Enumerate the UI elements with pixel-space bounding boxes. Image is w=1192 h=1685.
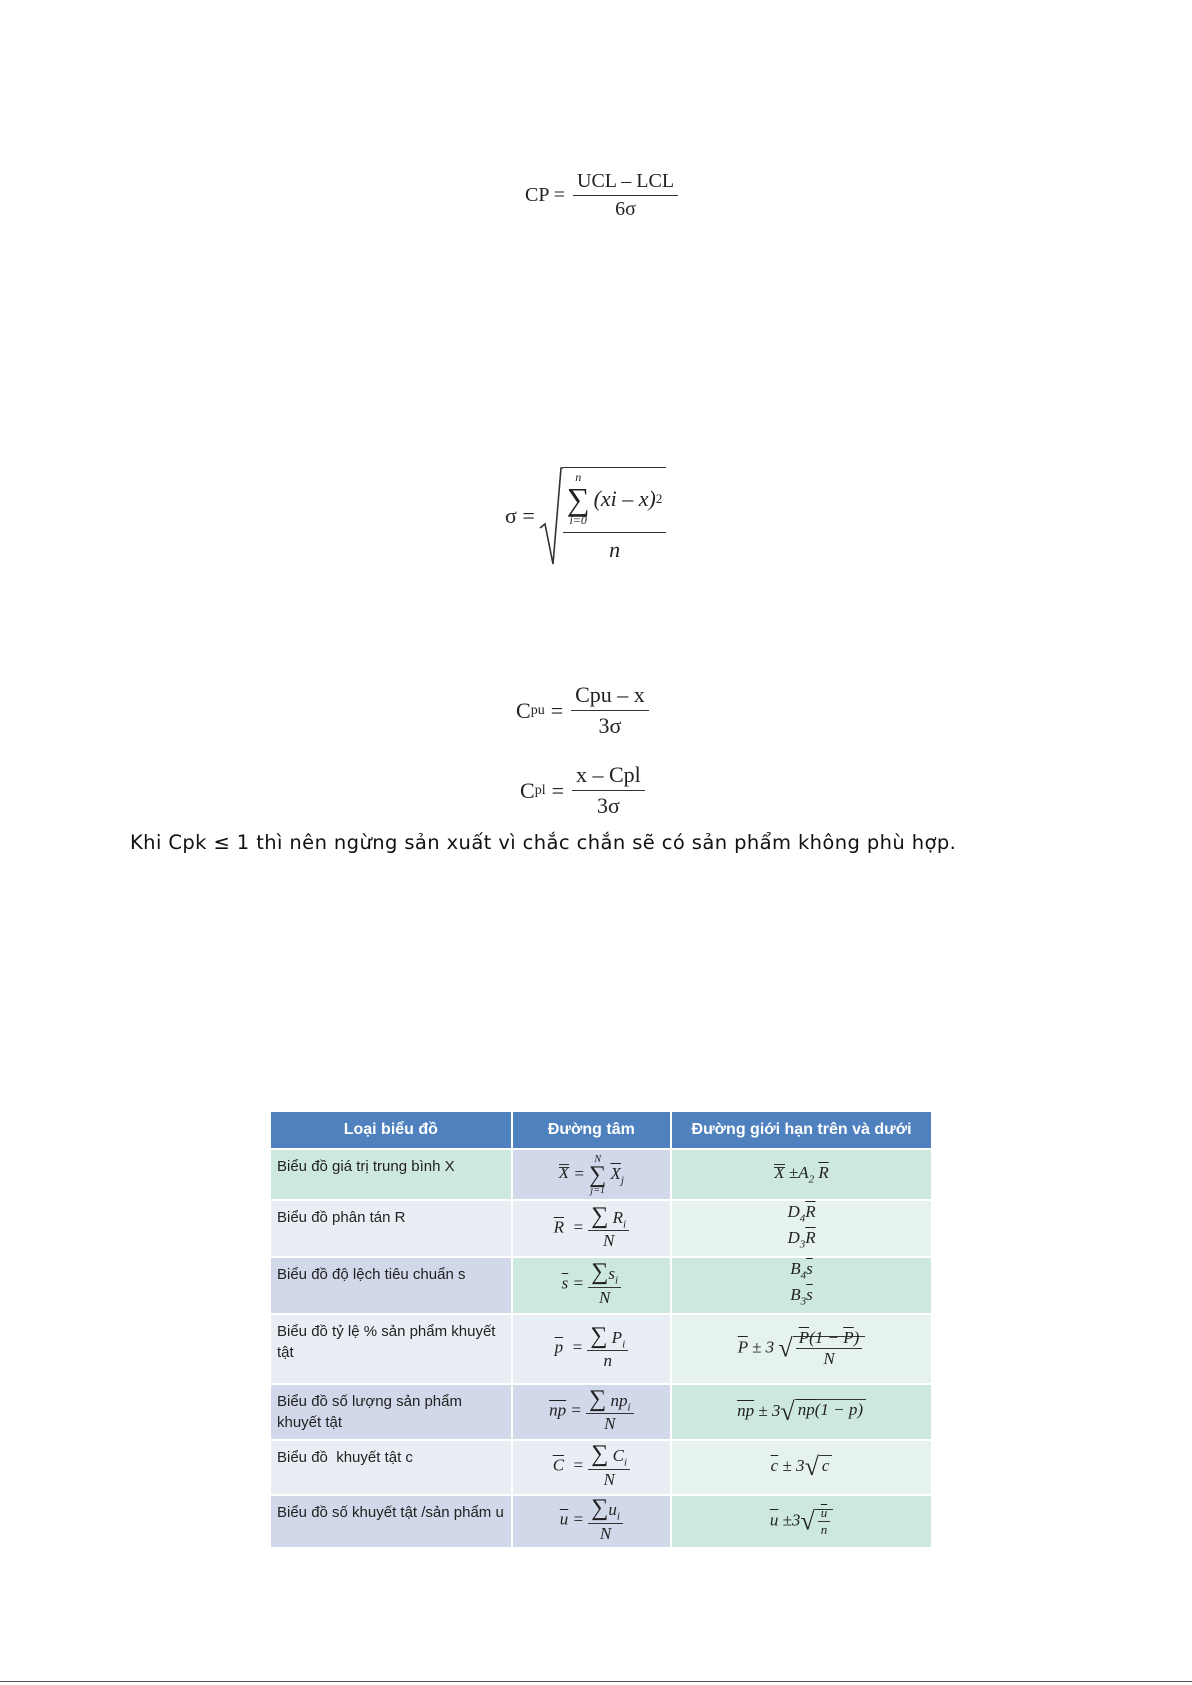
table-row (271, 1149, 931, 1200)
formula-cpu-eq: = (550, 697, 564, 723)
formula-cp-numerator: UCL – LCL (573, 170, 678, 196)
formula-sigma-body: (xi – x) (593, 486, 656, 511)
formula-cpu (516, 682, 649, 739)
row-limits-formula: $X \pm A_2$ $\overline{R}$ (671, 1149, 931, 1200)
formula-cp-denominator: 6σ (615, 198, 636, 220)
row-center-formula: $\overline{np}$ = ∑ $np_i$ N (512, 1384, 671, 1440)
row-center-formula: $\overline{R}$ = $\frac{\sum R_i}{N}$ (512, 1200, 671, 1257)
page-bottom-rule (0, 1681, 1192, 1682)
table-header-row (271, 1112, 931, 1149)
summation-icon: ∑ (566, 481, 590, 517)
row-limits-formula: $\overline{u} \pm 3√$ $\frac{u}{n}$ (671, 1495, 931, 1547)
row-center-formula: $\overline{C}$ = $\frac{\sum C_i}{N}$ (512, 1440, 671, 1495)
row-center-formula: $\overline{p}$ = $\frac{\sum P_i}{n}$ (512, 1314, 671, 1384)
formula-cpl-denominator: 3σ (596, 793, 620, 818)
formula-cpu-numerator: Cpu – x (571, 682, 649, 711)
row-center-formula: $\overline{u}$ = $\frac{\sum u_i}{N}$ (512, 1495, 671, 1547)
formula-cpl (520, 762, 645, 819)
sum-lower-limit: i=0 (569, 513, 587, 527)
row-label: Biểu đồ độ lệch tiêu chuẩn s (271, 1257, 512, 1314)
cpk-guidance-sentence: Khi Cpk ≤ 1 thì nên ngừng sản xuất vì chắc chắn sẽ có sản phẩm không phù hợp. (130, 831, 957, 854)
row-center-formula: $\overline{s}$ = $\frac{\sum s_i}{N}$ (512, 1257, 671, 1314)
sum-upper-limit: n (575, 470, 582, 484)
table-row (271, 1200, 931, 1257)
formula-cp-lhs: CP = (525, 184, 565, 206)
radical-sign-icon (539, 466, 563, 566)
header-limits: Đường giới hạn trên và dưới (671, 1112, 931, 1149)
row-limits-formula: $\overline{P} \pm 3$ √ $\frac{P(1 - \overline{P})}{N}$ (671, 1314, 931, 1384)
row-label: Biểu đồ giá trị trung bình X (271, 1149, 512, 1200)
formula-sigma-power: 2 (655, 491, 663, 506)
row-limits-formula: $B_4\overline{s}$ $B_3\overline{s}$ (671, 1257, 931, 1314)
row-center-formula: X = N ∑ j=1 $\overline{X}_j$ (512, 1149, 671, 1200)
table-row (271, 1495, 931, 1547)
formula-sigma-lhs: σ = (505, 503, 535, 528)
formula-cpu-fraction (571, 682, 649, 739)
table-row (271, 1314, 931, 1384)
row-label: Biểu đồ số lượng sản phẩm khuyết tật (271, 1384, 512, 1440)
formula-sigma (505, 466, 666, 566)
row-label: Biểu đồ số khuyết tật /sản phẩm u (271, 1495, 512, 1547)
formula-cp (525, 170, 678, 221)
row-label: Biểu đồ phân tán R (271, 1200, 512, 1257)
formula-cp-fraction (573, 170, 678, 221)
table-row (271, 1384, 931, 1440)
formula-cpu-lhs: C (516, 697, 531, 723)
table-row (271, 1257, 931, 1314)
control-chart-table (271, 1112, 931, 1547)
formula-cpl-eq: = (551, 777, 564, 803)
formula-cpu-sub: pu (530, 702, 545, 718)
formula-cpl-lhs: C (520, 777, 535, 803)
row-limits-formula: $D_4\overline{R}$ $D_3\overline{R}$ (671, 1200, 931, 1257)
table-row (271, 1440, 931, 1495)
header-chart-type: Loại biểu đồ (271, 1112, 512, 1149)
formula-cpl-sub: pl (534, 782, 546, 798)
row-label: Biểu đồ tỷ lệ % sản phẩm khuyết tật (271, 1314, 512, 1384)
row-limits-formula: $\overline{c} \pm 3√$ c (671, 1440, 931, 1495)
formula-cpl-numerator: x – Cpl (572, 762, 645, 791)
row-limits-formula: $\overline{np} \pm 3√$ np(1 − p) (671, 1384, 931, 1440)
formula-cpu-denominator: 3σ (598, 713, 622, 738)
row-label: Biểu đồ khuyết tật c (271, 1440, 512, 1495)
formula-sigma-denominator: n (609, 537, 621, 562)
formula-cpl-fraction (572, 762, 645, 819)
header-center-line: Đường tâm (512, 1112, 671, 1149)
